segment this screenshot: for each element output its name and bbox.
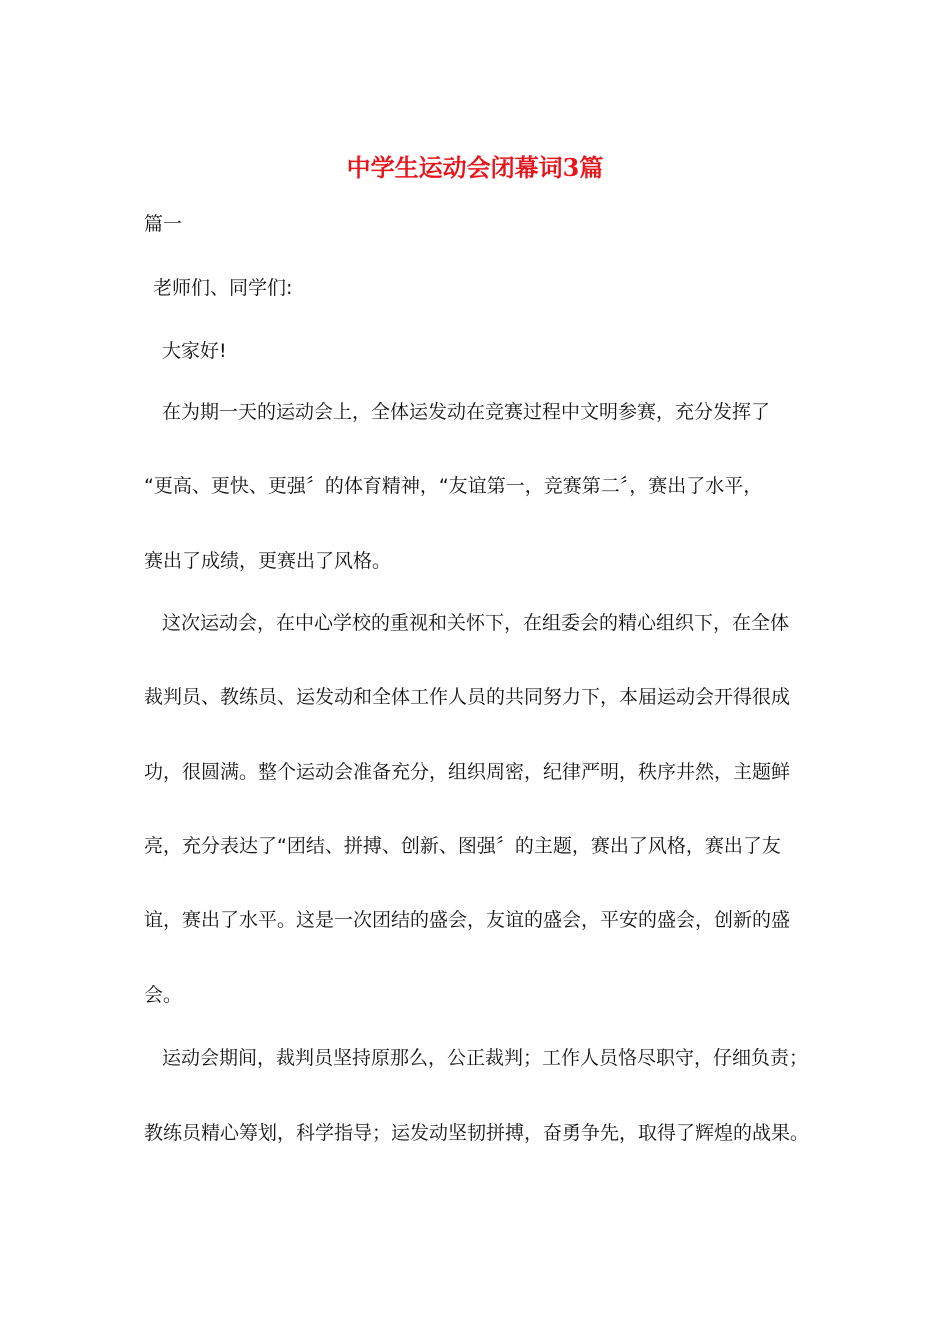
greeting: 大家好!	[162, 340, 227, 362]
paragraph-line: 运动会期间，裁判员坚持原那么，公正裁判；工作人员恪尽职守，仔细负责；	[162, 1047, 809, 1069]
section-heading: 篇一	[144, 213, 183, 235]
paragraph-line: 裁判员、教练员、运发动和全体工作人员的共同努力下，本届运动会开得很成	[144, 686, 791, 708]
document-title: 中学生运动会闭幕词3篇	[346, 153, 604, 182]
paragraph-line: 这次运动会，在中心学校的重视和关怀下，在组委会的精心组织下，在全体	[162, 612, 790, 634]
paragraph-line: 谊，赛出了水平。这是一次团结的盛会，友谊的盛会，平安的盛会，创新的盛	[144, 909, 791, 931]
salutation: 老师们、同学们:	[153, 277, 293, 299]
paragraph-line: 亮，充分表达了“团结、拼搏、创新、图强〞的主题，赛出了风格，赛出了友	[144, 835, 781, 857]
paragraph-line: 在为期一天的运动会上，全体运发动在竞赛过程中文明参赛，充分发挥了	[162, 401, 771, 423]
paragraph-line: 教练员精心筹划，科学指导；运发动坚韧拼搏，奋勇争先，取得了辉煌的战果。	[144, 1122, 810, 1144]
paragraph-line: “更高、更快、更强〞的体育精神，“友谊第一，竞赛第二〞，赛出了水平，	[144, 475, 763, 497]
paragraph-line: 会。	[144, 984, 183, 1006]
paragraph-line: 功，很圆满。整个运动会准备充分，组织周密，纪律严明，秩序井然，主题鲜	[144, 761, 791, 783]
paragraph-line: 赛出了成绩，更赛出了风格。	[144, 550, 392, 572]
